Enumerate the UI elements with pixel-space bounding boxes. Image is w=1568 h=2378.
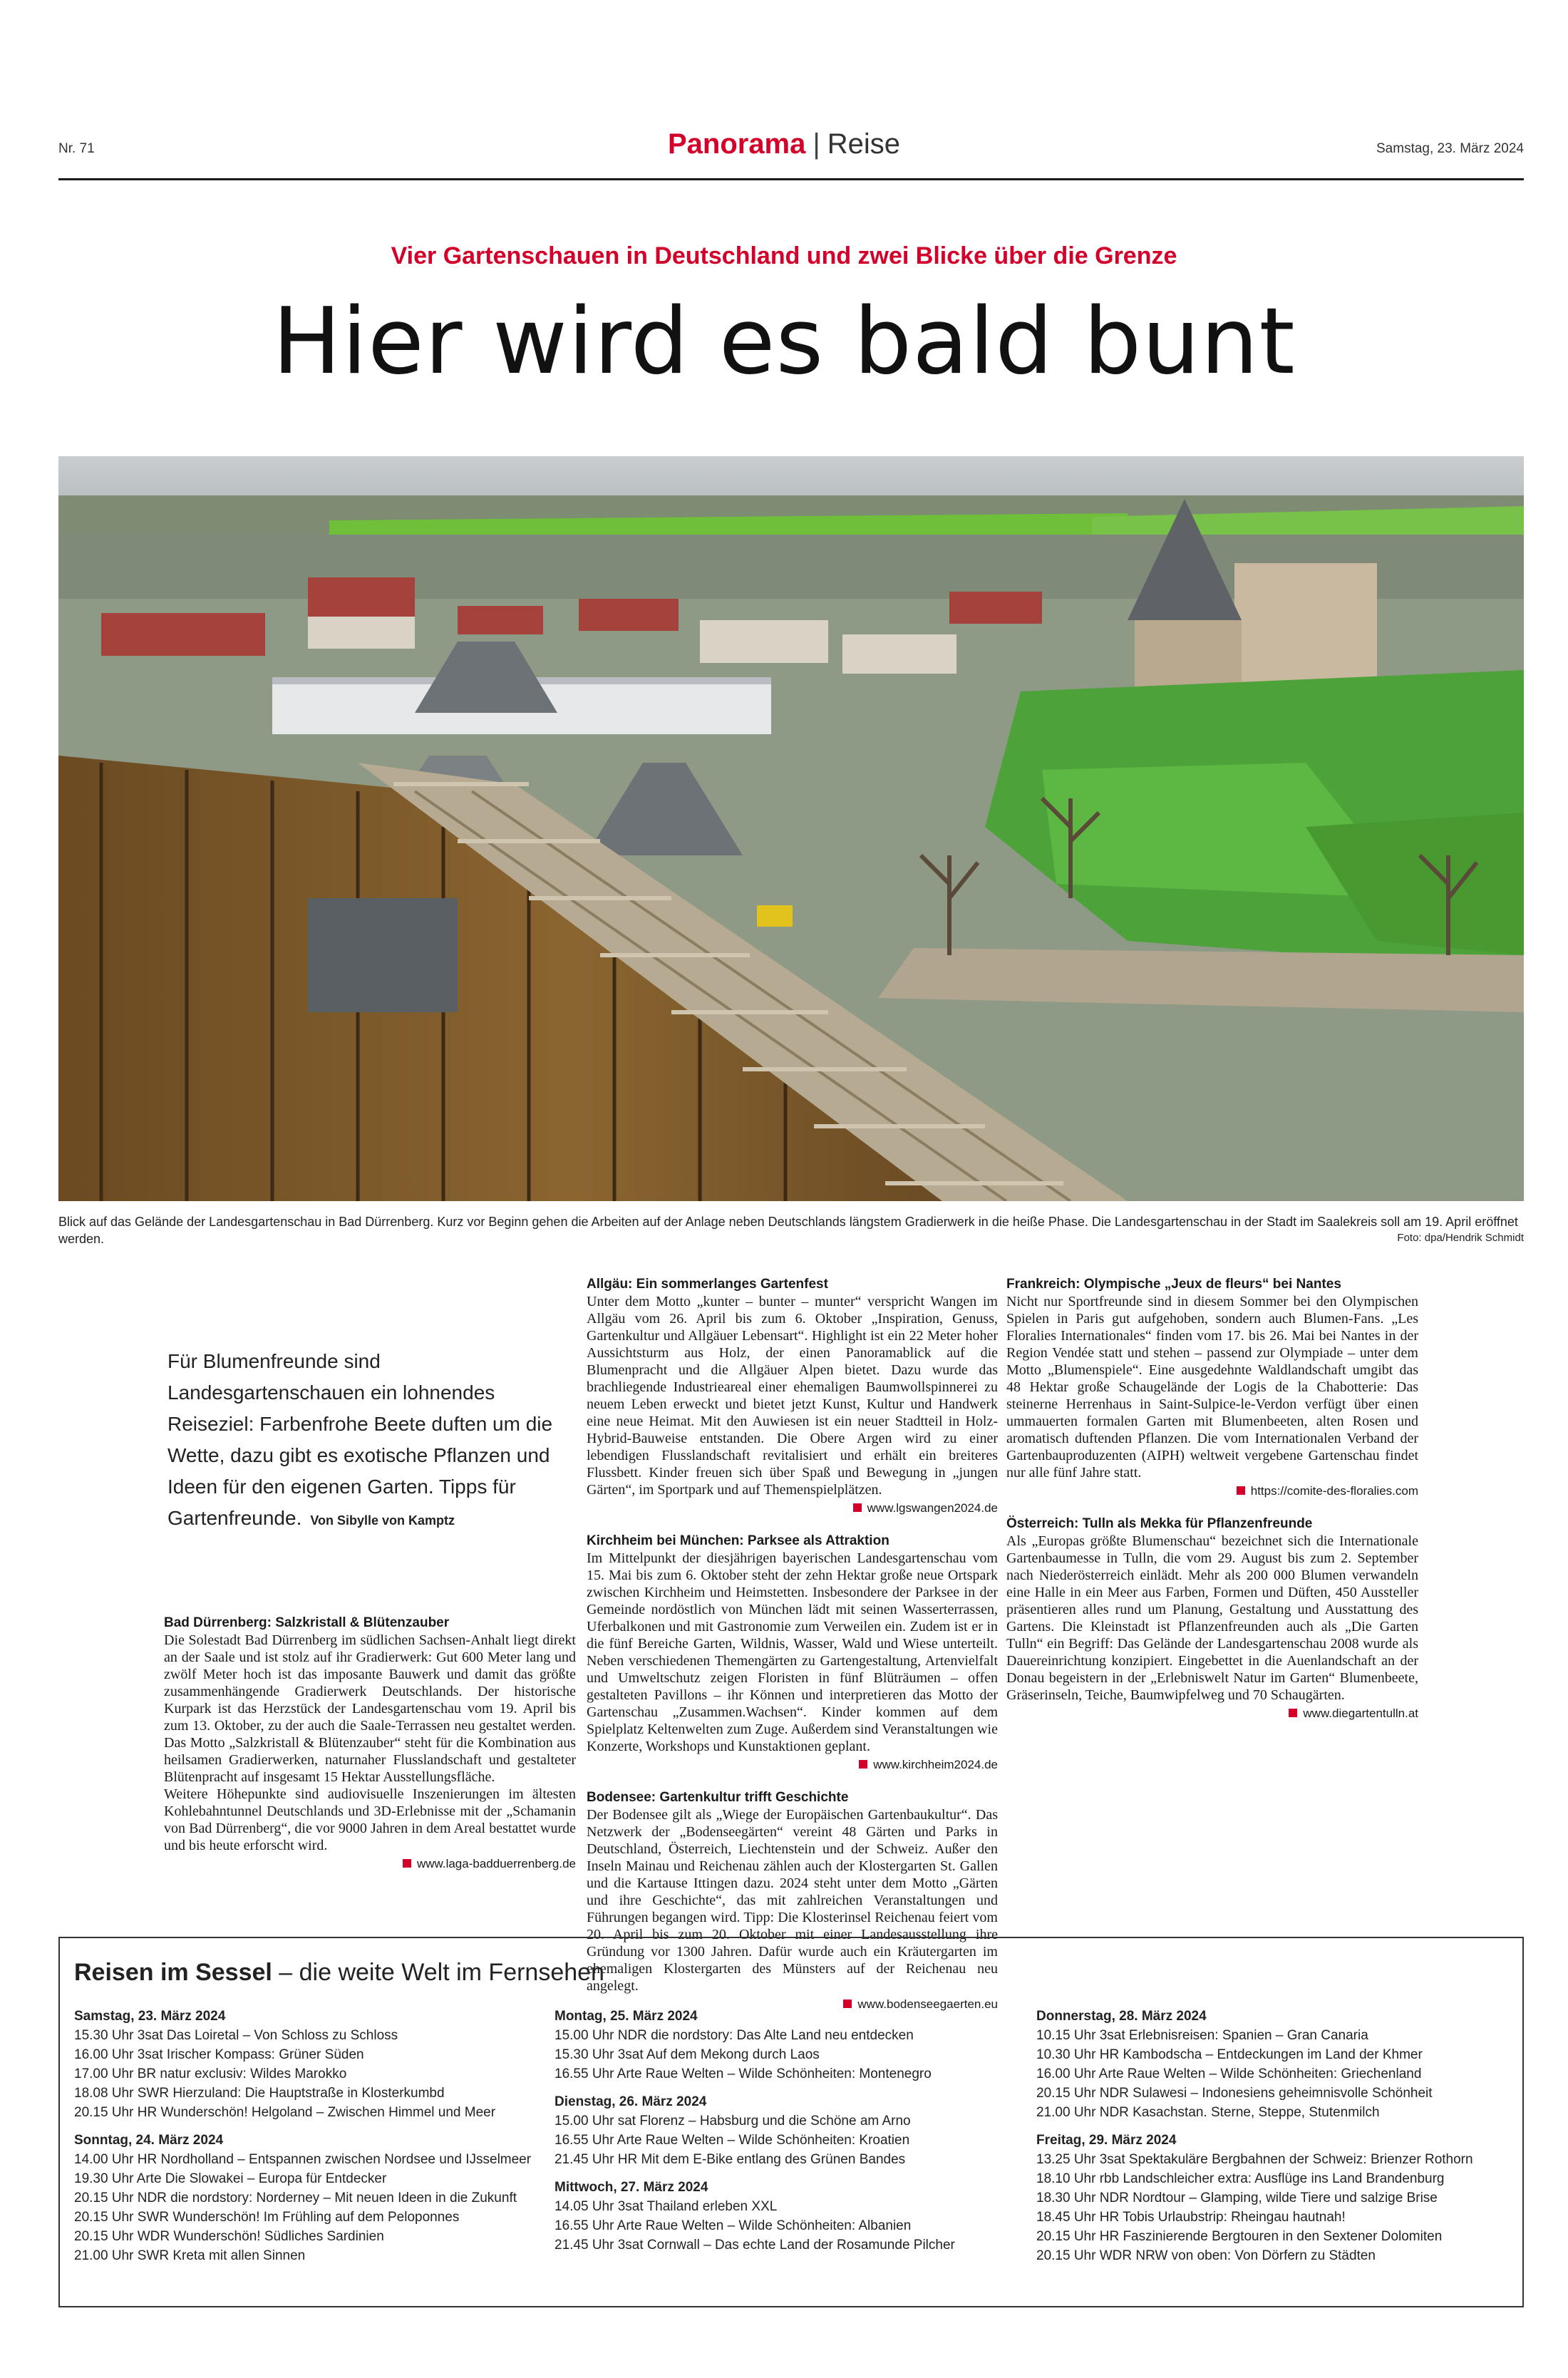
tv-item: 20.15 Uhr HR Wunderschön! Helgoland – Zwischen Himmel und Meer	[74, 2105, 496, 2120]
section-text-bad-duerrenberg-1: Die Solestadt Bad Dürrenberg im südlichen Sachsen-Anhalt liegt direkt an der Saale und ist stolz auf ihr Gradierwerk: Gut 600 Meter lang und zwölf Meter hoch ist das imposante Bauwerk und damit das größte zusammenhängende Gradierwerk Deutschlands. Der historische Kurpark ist das Herzstück der Landesgartenschau vom 19. April bis zum 13. Oktober, zu der auch die Saale-Terrassen neu gestaltet werden. Das Motto „Salzkristall & Blütenzauber“ steht für die Kombination aus heilsamen Gradierwerken, naturnaher Flusslandschaft und gestalteter Blütenpracht auf insgesamt 15 Hektar Ausstellungsfläche.	[164, 1632, 576, 1785]
tv-day	[74, 2131, 537, 2265]
lead-photo	[58, 456, 1524, 1201]
tv-item: 16.00 Uhr Arte Raue Welten – Wilde Schönheiten: Griechenland	[1036, 2066, 1422, 2081]
tv-item: 20.15 Uhr NDR die nordstory: Norderney – Mit neuen Ideen in die Zukunft	[74, 2191, 517, 2205]
tv-item: 18.08 Uhr SWR Hierzuland: Die Hauptstraße in Klosterkumbd	[74, 2086, 445, 2101]
article-column-2	[587, 1276, 998, 2029]
kicker: Vier Gartenschauen in Deutschland und zwei Blicke über die Grenze	[391, 242, 1177, 269]
tv-item: 21.00 Uhr NDR Kasachstan. Sterne, Steppe, Stutenmilch	[1036, 2105, 1380, 2120]
tv-item: 20.15 Uhr WDR NRW von oben: Von Dörfern zu Städten	[1036, 2248, 1376, 2263]
tv-title-bold: Reisen im Sessel	[74, 1959, 272, 1986]
section-text-oesterreich: Als „Europas größte Blumenschau“ bezeichnet sich die Internationale Gartenbaumesse in Tulln, die vom 29. August bis zum 2. September nach Niederösterreich einlädt. Mehr als 200 000 Blumen verwandeln eine Halle in ein Meer aus Farben, Formen und Düften, 450 Aussteller präsentieren alles rund um Planung, Gestaltung und Ausstattung des Gartens. Die Kleinstadt ist Pflanzenfreunden auch als „Die Garten Tulln“ ein Begriff: Das Gelände der Landesgartenschau 2008 wurde als Dauereinrichtung konzipiert. Eingebettet in die Auenlandschaft an der Donau begeistern in der „Erlebniswelt Natur im Garten“ Blumenbeete, Gräserinseln, Teiche, Baumwipfelweg und 70 Schaugärten.	[1006, 1533, 1418, 1703]
link-allgaeu[interactable]: www.lgswangen2024.de	[587, 1500, 998, 1517]
tv-item: 16.00 Uhr 3sat Irischer Kompass: Grüner Süden	[74, 2047, 364, 2062]
article-column-3	[1006, 1276, 1418, 1738]
section-text-bad-duerrenberg-2: Weitere Höhepunkte sind audiovisuelle Inszenierungen im ältesten Kohlebahntunnel Deutschlands und 3D-Erlebnisse mit der „Schamanin von Bad Dürrenberg“, die vor 9000 Jahren in dem Areal bestattet wurde und bis heute erforscht wird.	[164, 1786, 576, 1853]
tv-listings-title	[74, 1959, 604, 1987]
tv-day-title: Mittwoch, 27. März 2024	[555, 2180, 708, 2195]
tv-item: 21.45 Uhr 3sat Cornwall – Das echte Land der Rosamunde Pilcher	[555, 2238, 955, 2253]
tv-item: 19.30 Uhr Arte Die Slowakei – Europa für Entdecker	[74, 2171, 387, 2186]
intro-text: Für Blumenfreunde sind Landesgartenschauen ein lohnendes Reiseziel: Farbenfrohe Beete duften um die Wette, dazu gibt es exotische Pflanzen und Ideen für den eigenen Garten. Tipps für Gartenfreunde.	[167, 1350, 553, 1529]
tv-day-title: Donnerstag, 28. März 2024	[1036, 2009, 1207, 2024]
tv-item: 14.00 Uhr HR Nordholland – Entspannen zwischen Nordsee und IJsselmeer	[74, 2152, 532, 2167]
section-title-allgaeu: Allgäu: Ein sommerlanges Gartenfest	[587, 1277, 828, 1292]
section-text-frankreich: Nicht nur Sportfreunde sind in diesem Sommer bei den Olympischen Spielen in Paris gut aufgehoben, sondern auch Blumen-Fans. „Les Floralies Internationales“ finden vom 17. bis 26. Mai bei Nantes in der Region Vendée statt und stehen – passend zur Olympiade – unter dem Motto „Blumenspiele“. Eine ausgedehnte Waldlandschaft umgibt das 48 Hektar große Schaugelände der Logis de la Chabotterie: Das steinerne Herrenhaus in Saint-Sulpice-le-Verdon verfügt über einen ummauerten formalen Garten mit Blumenbeeten, alten Rosen und aromatisch duftenden Pflanzen. Die vom Internationalen Verband der Gartenbauproduzenten (AIPH) weltweit vergebene Gartenschau findet nur alle fünf Jahre statt.	[1006, 1294, 1418, 1481]
tv-item: 21.00 Uhr SWR Kreta mit allen Sinnen	[74, 2248, 306, 2263]
tv-item: 15.30 Uhr 3sat Auf dem Mekong durch Laos	[555, 2047, 820, 2062]
section-title-bodensee: Bodensee: Gartenkultur trifft Geschichte	[587, 1790, 849, 1805]
byline: Von Sibylle von Kamptz	[310, 1513, 455, 1528]
tv-day	[74, 2007, 537, 2122]
section-text-bodensee: Der Bodensee gilt als „Wiege der Europäischen Gartenbaukultur“. Das Netzwerk der „Bodenseegärten“ vereint 48 Gärten und Parks in Deutschland, Österreich, Liechtenstein und der Schweiz. Außer den Inseln Mainau und Reichenau zählen auch der Klostergarten St. Gallen und die Kartause Ittingen dazu. 2024 steht unter dem Motto „Gärten und ihre Geschichte“, das mit zahlreichen Veranstaltungen und Führungen begangen wird. Tipp: Die Klosterinsel Reichenau feiert vom 20. April bis zum 20. Oktober mit einer Landesausstellung ihre Gründung vor 1300 Jahren. Dafür wurde auch ein Kräutergarten im ehemaligen Klostergarten des Münsters auf der Reichenau neu angelegt.	[587, 1807, 998, 1994]
tv-item: 18.45 Uhr HR Tobis Urlaubstrip: Rheingau hautnah!	[1036, 2210, 1346, 2225]
tv-day	[555, 2178, 1018, 2255]
section-title-bad-duerrenberg: Bad Dürrenberg: Salzkristall & Blütenzauber	[164, 1615, 450, 1630]
tv-day	[1036, 2131, 1507, 2265]
tv-item: 10.15 Uhr 3sat Erlebnisreisen: Spanien – Gran Canaria	[1036, 2028, 1368, 2043]
section-header	[0, 128, 1568, 160]
tv-day-title: Samstag, 23. März 2024	[74, 2009, 226, 2024]
tv-item: 20.15 Uhr HR Faszinierende Bergtouren in den Sextener Dolomiten	[1036, 2229, 1443, 2244]
brand-label: Panorama	[667, 128, 806, 160]
photo-credit: Foto: dpa/Hendrik Schmidt	[1397, 1232, 1524, 1244]
section-label: Reise	[827, 128, 901, 160]
tv-day-title: Sonntag, 24. März 2024	[74, 2133, 224, 2148]
link-frankreich[interactable]: https://comite-des-floralies.com	[1006, 1483, 1418, 1500]
link-oesterreich[interactable]: www.diegartentulln.at	[1006, 1705, 1418, 1722]
tv-day	[555, 2092, 1018, 2169]
tv-item: 16.55 Uhr Arte Raue Welten – Wilde Schönheiten: Albanien	[555, 2218, 912, 2233]
tv-item: 18.10 Uhr rbb Landschleicher extra: Ausflüge ins Land Brandenburg	[1036, 2171, 1445, 2186]
link-kirchheim[interactable]: www.kirchheim2024.de	[587, 1756, 998, 1774]
tv-item: 20.15 Uhr NDR Sulawesi – Indonesiens geheimnisvolle Schönheit	[1036, 2086, 1433, 2101]
tv-day	[1036, 2007, 1507, 2122]
tv-item: 20.15 Uhr WDR Wunderschön! Südliches Sardinien	[74, 2229, 384, 2244]
tv-column-2	[555, 2007, 1018, 2263]
tv-item: 14.05 Uhr 3sat Thailand erleben XXL	[555, 2199, 778, 2214]
header-rule	[58, 178, 1524, 180]
section-title-kirchheim: Kirchheim bei München: Parksee als Attraktion	[587, 1533, 889, 1548]
tv-item: 17.00 Uhr BR natur exclusiv: Wildes Marokko	[74, 2066, 347, 2081]
link-bodensee[interactable]: www.bodenseegaerten.eu	[587, 1996, 998, 2013]
tv-item: 16.55 Uhr Arte Raue Welten – Wilde Schönheiten: Kroatien	[555, 2133, 910, 2148]
tv-item: 18.30 Uhr NDR Nordtour – Glamping, wilde Tiere und salzige Brise	[1036, 2191, 1438, 2205]
article-column-1	[164, 1615, 576, 1888]
tv-item: 13.25 Uhr 3sat Spektakuläre Bergbahnen der Schweiz: Brienzer Rothorn	[1036, 2152, 1473, 2167]
intro-teaser	[167, 1346, 577, 1536]
tv-item: 15.00 Uhr sat Florenz – Habsburg und die Schöne am Arno	[555, 2114, 911, 2129]
headline: Hier wird es bald bunt	[272, 289, 1296, 395]
tv-item: 15.00 Uhr NDR die nordstory: Das Alte Land neu entdecken	[555, 2028, 914, 2043]
tv-day-title: Montag, 25. März 2024	[555, 2009, 698, 2024]
section-title-oesterreich: Österreich: Tulln als Mekka für Pflanzenfreunde	[1006, 1516, 1313, 1531]
tv-column-1	[74, 2007, 537, 2274]
tv-day-title: Freitag, 29. März 2024	[1036, 2133, 1177, 2148]
tv-title-rest: – die weite Welt im Fernsehen	[272, 1959, 604, 1986]
tv-day-title: Dienstag, 26. März 2024	[555, 2094, 707, 2109]
tv-item: 20.15 Uhr SWR Wunderschön! Im Frühling auf dem Peloponnes	[74, 2210, 460, 2225]
section-text-kirchheim: Im Mittelpunkt der diesjährigen bayerischen Landesgartenschau vom 15. Mai bis zum 6. Oktober steht der zehn Hektar große neue Ortspark zwischen Kirchheim und Heimstetten. Insbesondere der Parksee in der Gemeinde nordöstlich von München lädt mit seinen Wasserterrassen, Uferbalkonen und mit Gastronomie zum Verweilen ein. Zudem ist er in die fünf Bereiche Garten, Wildnis, Wasser, Wald und Wiese unterteilt. Neben verschiedenen Themengärten zu Gartengestaltung, Artenvielfalt und Umweltschutz zeigen Floristen in fünf Blüträumen – offen gestalteten Pavillons – ihr Können und interpretieren das Motto der Gartenschau „Zusammen.Wachsen“. Kinder kommen auf dem Spielplatz Keltenwelten zum Zuge. Außerdem sind Veranstaltungen wie Konzerte, Workshops und Kunstaktionen geplant.	[587, 1550, 998, 1754]
issue-date: Samstag, 23. März 2024	[1376, 141, 1524, 156]
photo-caption: Blick auf das Gelände der Landesgartenschau in Bad Dürrenberg. Kurz vor Beginn gehen die Arbeiten auf der Anlage neben Deutschlands längstem Gradierwerk in die heiße Phase. Die Landesgartenschau in der Stadt im Saalekreis soll am 19. April eröffnet werden.	[58, 1215, 1518, 1246]
tv-item: 15.30 Uhr 3sat Das Loiretal – Von Schloss zu Schloss	[74, 2028, 398, 2043]
tv-item: 21.45 Uhr HR Mit dem E-Bike entlang des Grünen Bandes	[555, 2152, 906, 2167]
issue-number: Nr. 71	[58, 141, 95, 156]
section-title-frankreich: Frankreich: Olympische „Jeux de fleurs“ bei Nantes	[1006, 1277, 1341, 1292]
header-separator: |	[813, 128, 820, 160]
tv-item: 16.55 Uhr Arte Raue Welten – Wilde Schönheiten: Montenegro	[555, 2066, 932, 2081]
section-text-allgaeu: Unter dem Motto „kunter – bunter – munter“ verspricht Wangen im Allgäu vom 26. April bis zum 6. Oktober „Inspiration, Genuss, Gartenkultur und Allgäuer Lebensart“. Highlight ist ein 22 Meter hoher Aussichtsturm aus Holz, der einen Panoramablick auf die Blumenpracht und die Allgäuer Alpen bietet. Dazu wurde das brachliegende Industrieareal einer ehemaligen Baumwollspinnerei zu neuem Leben erweckt und bietet jetzt Kunst, Kultur und Handwerk eine neue Heimat. Mit den Auwiesen ist ein neuer Stadtteil in Holz-Hybrid-Bauweise entstanden. Die Obere Argen wird zu einer lebendigen Flusslandschaft revitalisiert und erhält ein breiteres Flussbett. Kinder freuen sich über Spaß und Bewegung in „jungen Gärten“, im Sportpark und auf Themenspielplätzen.	[587, 1294, 998, 1498]
tv-column-3	[1036, 2007, 1507, 2274]
tv-item: 10.30 Uhr HR Kambodscha – Entdeckungen im Land der Khmer	[1036, 2047, 1423, 2062]
tv-day	[555, 2007, 1018, 2084]
link-bad-duerrenberg[interactable]: www.laga-badduerrenberg.de	[164, 1855, 576, 1873]
